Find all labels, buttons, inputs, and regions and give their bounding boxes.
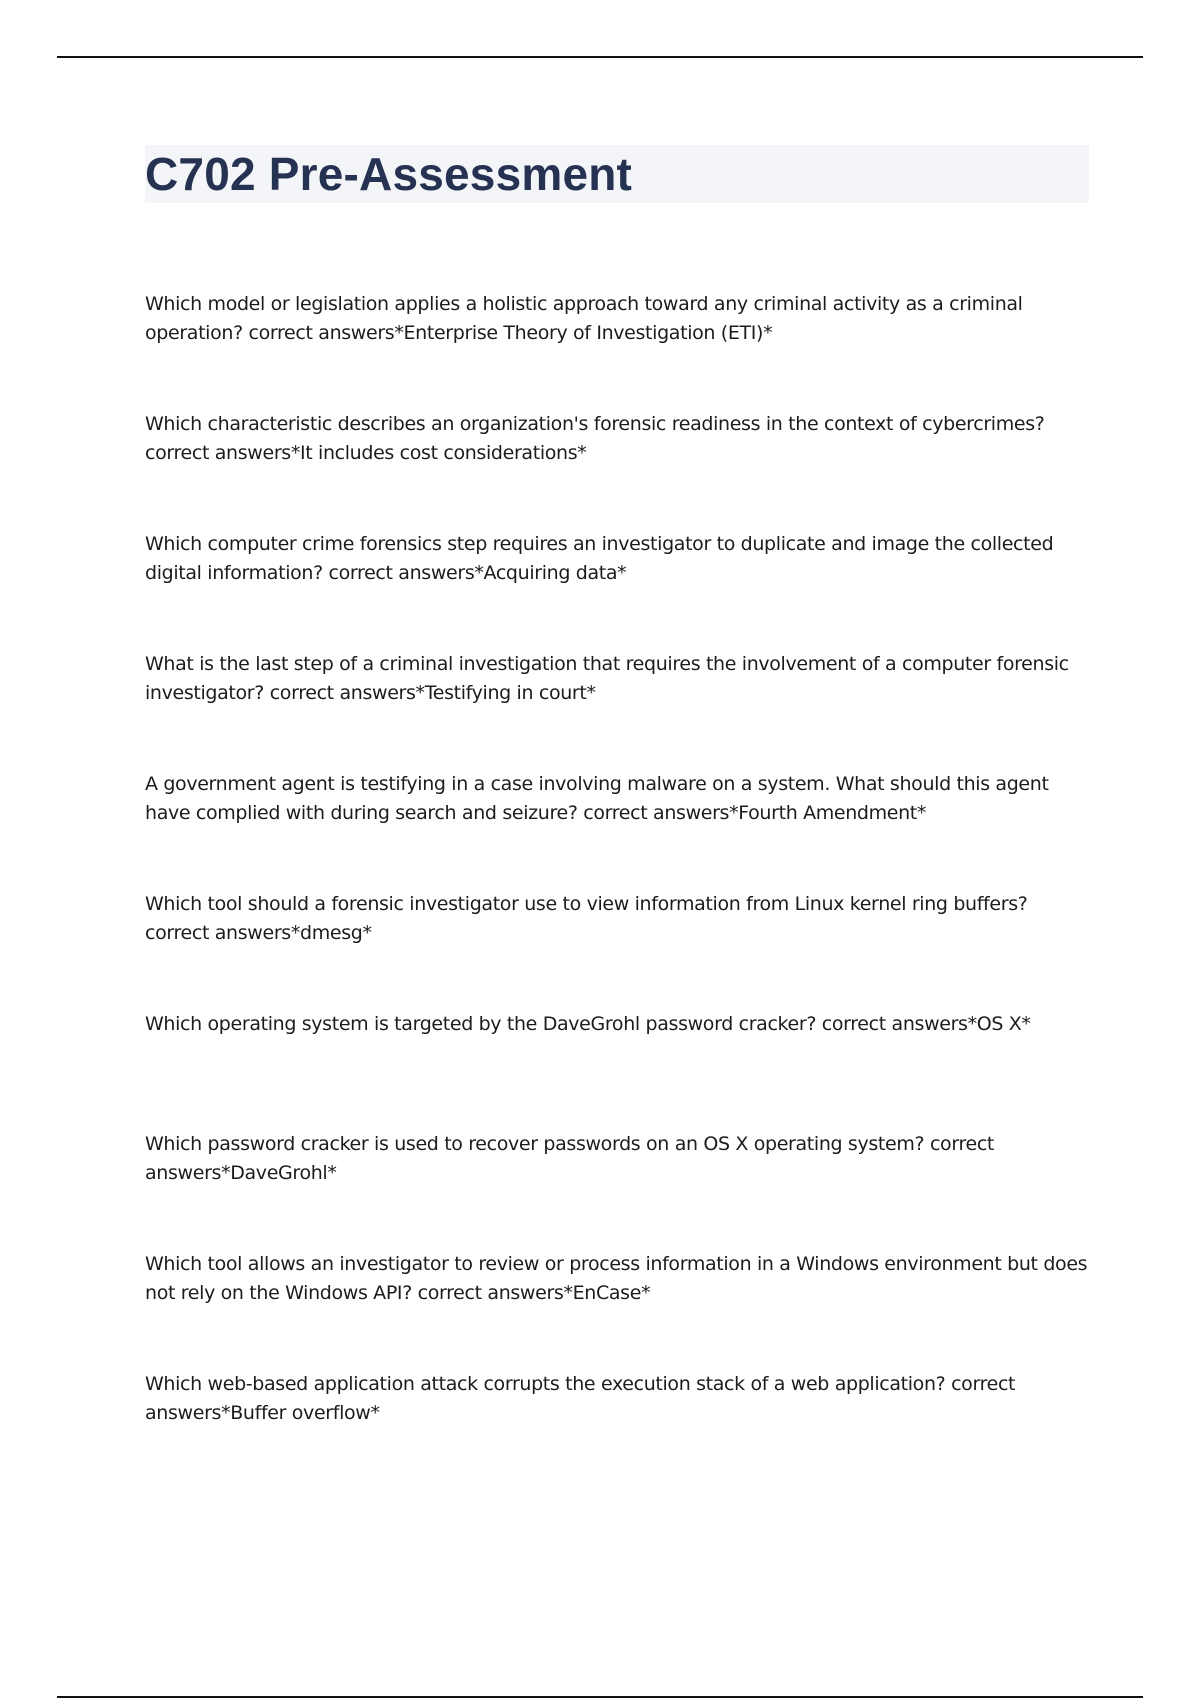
answer-text: *Acquiring data* bbox=[474, 562, 627, 584]
answer-text: *Enterprise Theory of Investigation (ETI)* bbox=[394, 322, 773, 344]
answer-label: correct answers bbox=[816, 1013, 968, 1035]
top-rule bbox=[57, 56, 1143, 58]
bottom-rule bbox=[57, 1696, 1143, 1698]
qa-item-8 bbox=[145, 1130, 1095, 1250]
answer-text: *OS X* bbox=[967, 1013, 1031, 1035]
answer-label: correct answers bbox=[145, 442, 291, 464]
qa-item-4 bbox=[145, 650, 1095, 770]
answer-text: *Fourth Amendment* bbox=[729, 802, 927, 824]
answer-label: correct answers bbox=[577, 802, 730, 824]
qa-item-10 bbox=[145, 1370, 1095, 1490]
question-text: Which password cracker is used to recover passwords on an OS X operating system? bbox=[145, 1133, 925, 1155]
answer-text: *It includes cost considerations* bbox=[290, 442, 587, 464]
qa-item-2 bbox=[145, 410, 1095, 530]
qa-item-7 bbox=[145, 1010, 1095, 1130]
qa-item-9 bbox=[145, 1250, 1095, 1370]
answer-label: correct answers bbox=[411, 1282, 564, 1304]
answer-text: *DaveGrohl* bbox=[221, 1162, 337, 1184]
answer-text: *Testifying in court* bbox=[415, 682, 596, 704]
question-text: Which model or legislation applies a holistic approach toward any criminal activity as a criminal operation? bbox=[145, 293, 1023, 344]
qa-list bbox=[145, 290, 1095, 1490]
question-text: Which characteristic describes an organization's forensic readiness in the context of cybercrimes? bbox=[145, 413, 1045, 435]
answer-label: correct answers bbox=[322, 562, 475, 584]
question-text: Which tool should a forensic investigator use to view information from Linux kernel ring buffers? bbox=[145, 893, 1028, 915]
answer-text: *EnCase* bbox=[563, 1282, 651, 1304]
answer-text: *Buffer overflow* bbox=[221, 1402, 380, 1424]
answer-text: *dmesg* bbox=[290, 922, 372, 944]
qa-item-6 bbox=[145, 890, 1095, 1010]
question-text: A government agent is testifying in a case involving malware on a system. What should this agent have complied with during search and seizure? bbox=[145, 773, 1049, 824]
answer-label: correct answers bbox=[145, 1373, 1016, 1424]
answer-label: correct answers bbox=[145, 922, 291, 944]
answer-label: correct answers bbox=[264, 682, 416, 704]
question-text: Which computer crime forensics step requires an investigator to duplicate and image the collected digital information? bbox=[145, 533, 1054, 584]
answer-label: correct answers bbox=[145, 1133, 995, 1184]
question-text: Which operating system is targeted by the DaveGrohl password cracker? bbox=[145, 1013, 817, 1035]
qa-item-5 bbox=[145, 770, 1095, 890]
question-text: Which tool allows an investigator to review or process information in a Windows environment but does not rely on the Windows API? bbox=[145, 1253, 1088, 1304]
qa-item-3 bbox=[145, 530, 1095, 650]
document-title: C702 Pre-Assessment bbox=[145, 148, 633, 200]
question-text: Which web-based application attack corrupts the execution stack of a web application? bbox=[145, 1373, 946, 1395]
answer-label: correct answers bbox=[242, 322, 395, 344]
question-text: What is the last step of a criminal investigation that requires the involvement of a computer forensic investigator? bbox=[145, 653, 1069, 704]
qa-item-1 bbox=[145, 290, 1095, 410]
